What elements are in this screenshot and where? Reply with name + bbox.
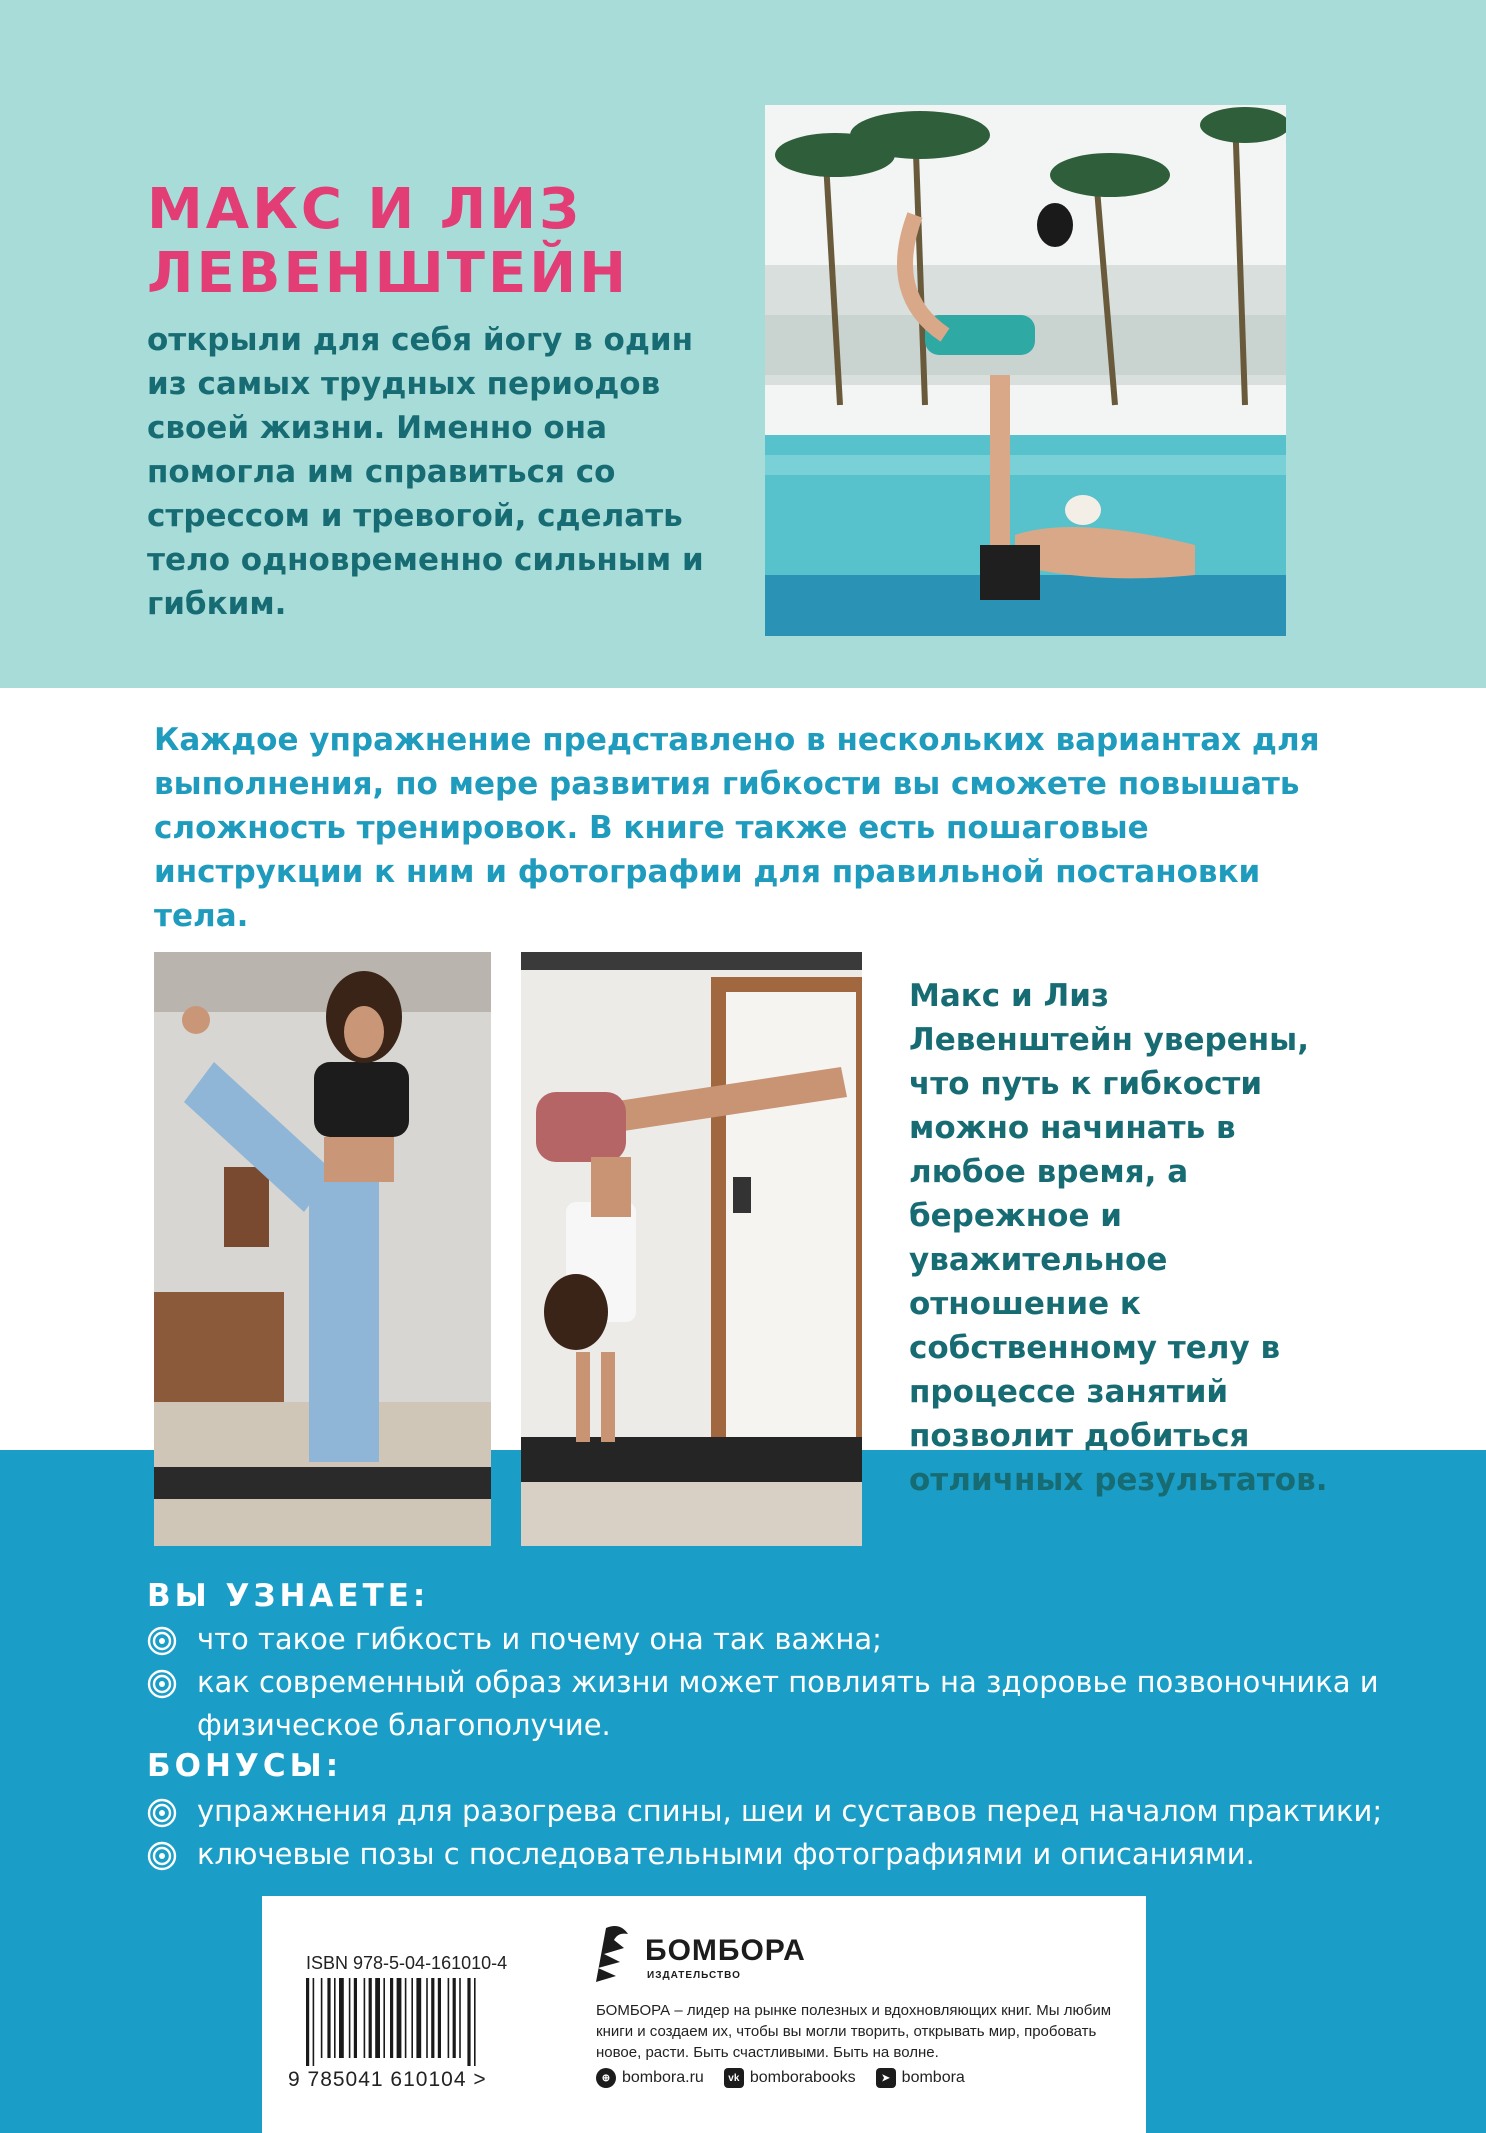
social-label: bombora.ru <box>622 2069 704 2086</box>
forearm-stand-photo <box>521 952 862 1546</box>
social-link-vk[interactable] <box>724 2068 856 2088</box>
authors-name-heading: МАКС И ЛИЗ ЛЕВЕНШТЕЙН <box>147 177 629 306</box>
bombora-wave-logo-icon <box>596 1924 642 1984</box>
book-description: Каждое упражнение представлено в нескольких вариантах для выполнения, по мере развития гибкости вы сможете повышать сложность тренировок. В книге также есть пошаговые инструкции к ним и фотографии для правильной постановки тела. <box>154 722 1320 934</box>
brand-name: БОМБОРА <box>645 1934 806 1967</box>
social-label: bombora <box>901 2069 965 2086</box>
vk-icon: vk <box>724 2068 744 2088</box>
social-link-telegram[interactable] <box>876 2068 965 2088</box>
publisher-imprint-panel <box>262 1896 1146 2133</box>
telegram-icon: ➤ <box>876 2068 896 2088</box>
standing-split-photo <box>154 952 491 1546</box>
social-link-website[interactable] <box>596 2068 704 2088</box>
authors-belief-text: Макс и Лиз Левенштейн уверены, что путь к гибкости можно начинать в любое время, а бережное и уважительное отношение к собственному телу в процессе занятий позволит добиться отличных результатов. <box>909 978 1328 1498</box>
learn-item-text: как современный образ жизни может повлиять на здоровье позвоночника и физическое благополучие. <box>197 1665 1379 1742</box>
publisher-blurb: БОМБОРА – лидер на рынке полезных и вдохновляющих книг. Мы любим книги и создаем их, чтобы вы могли творить, открывать мир, пробовать новое, расти. Быть счастливыми. Быть на волне. <box>596 2002 1112 2061</box>
social-label: bomborabooks <box>749 2069 856 2086</box>
learn-item-text: что такое гибкость и почему она так важна; <box>197 1622 882 1656</box>
bonus-item-text: упражнения для разогрева спины, шеи и суставов перед началом практики; <box>197 1794 1383 1828</box>
spiral-bullet-icon <box>147 1669 177 1699</box>
acro-yoga-poolside-photo <box>765 105 1286 636</box>
list-item <box>147 1833 1407 1876</box>
list-item <box>147 1661 1407 1747</box>
learn-heading: ВЫ УЗНАЕТЕ: <box>147 1578 430 1614</box>
list-item <box>147 1618 1407 1661</box>
bonuses-list <box>147 1790 1407 1876</box>
globe-icon: ⊕ <box>596 2068 616 2088</box>
spiral-bullet-icon <box>147 1841 177 1871</box>
spiral-bullet-icon <box>147 1626 177 1656</box>
isbn-text: ISBN 978-5-04-161010-4 <box>306 1953 508 1973</box>
brand-subtitle: ИЗДАТЕЛЬСТВО <box>647 1970 741 1981</box>
spiral-bullet-icon <box>147 1798 177 1828</box>
list-item <box>147 1790 1407 1833</box>
bonus-item-text: ключевые позы с последовательными фотографиями и описаниями. <box>197 1837 1255 1871</box>
authors-intro-text: открыли для себя йогу в один из самых трудных периодов своей жизни. Именно она помогла им справиться со стрессом и тревогой, сделать тело одновременно сильным и гибким. <box>147 322 704 622</box>
social-links <box>596 2068 965 2088</box>
barcode-digits: 9 785041 610104 > <box>288 2068 487 2091</box>
barcode-icon <box>306 1978 536 2066</box>
learn-list <box>147 1618 1407 1747</box>
bonuses-heading: БОНУСЫ: <box>147 1748 343 1784</box>
